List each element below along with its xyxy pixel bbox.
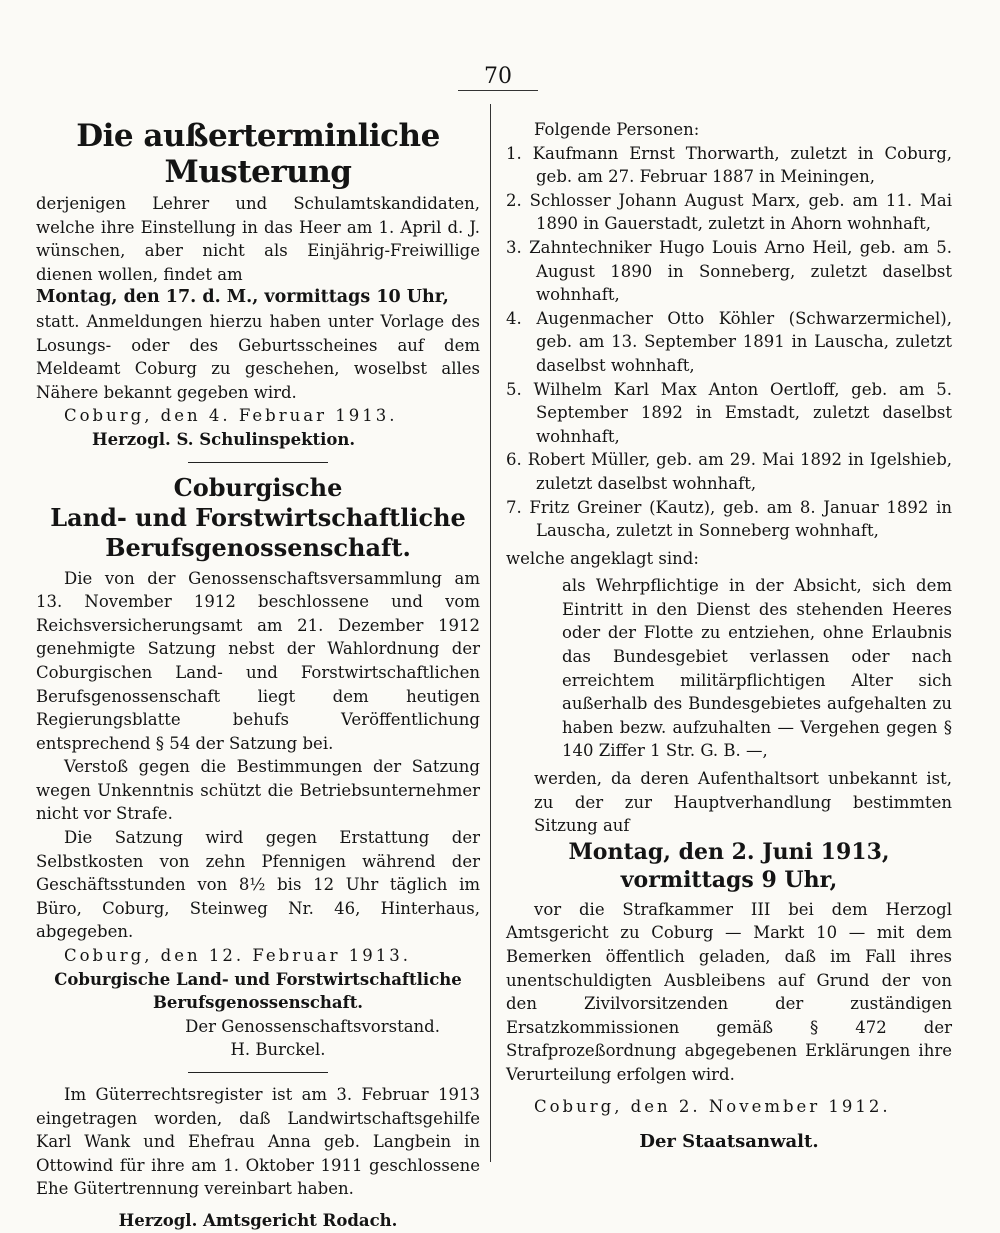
accused-line: welche angeklagt sind:: [506, 548, 699, 568]
bg-paragraph-3: Die Satzung wird gegen Erstattung der Selbstkosten von zehn Pfennigen während der Geschäftsstunden von 8½ bis 12 Uhr täglich im Büro, Coburg, Steinweg Nr. 46, Hinterhaus, abgegeben.: [36, 828, 480, 942]
section-separator-2: [188, 1072, 328, 1073]
person-7: 7. Fritz Greiner (Kautz), geb. am 8. Januar 1892 in Lauscha, zuletzt in Sonneberg wohnhaft,: [506, 497, 952, 541]
register-body: Im Güterrechtsregister ist am 3. Februar 1913 eingetragen worden, daß Landwirtschaftsgehilfe Karl Wank und Ehefrau Anna geb. Langbein in Ottowind für ihre am 1. Oktober 1911 geschlossene Ehe Gütertrennung vereinbart haben.: [36, 1085, 480, 1199]
bg-signature-4: H. Burckel.: [230, 1040, 326, 1060]
trial-date: Montag, den 2. Juni 1913,: [568, 838, 890, 865]
muster-line-3: wünschen, aber nicht als Einjährig-Freiwillige: [36, 241, 480, 261]
bg-paragraph-1: Die von der Genossenschaftsversammlung am 13. November 1912 beschlossene und vom Reichsversicherungsamt am 21. Dezember 1912 genehmigte Satzung nebst der Wahlordnung der Coburgischen Land- und Forstwirtschaftlichen Berufsgenossenschaft liegt dem heutigen Regierungsblatte behufs Veröffentlichung entsprechend § 54 der Satzung bei.: [36, 568, 480, 753]
muster-line-2: welche ihre Einstellung in das Heer am 1. April d. J.: [36, 217, 480, 237]
muster-place-date: Coburg, den 4. Februar 1913.: [64, 406, 398, 426]
left-column: [36, 118, 480, 1233]
bg-signature-1: Coburgische Land- und Forstwirtschaftliche: [54, 969, 462, 989]
person-6: 6. Robert Müller, geb. am 29. Mai 1892 in Igelshieb, zuletzt daselbst wohnhaft,: [506, 450, 952, 493]
bg-paragraph-2: Verstoß gegen die Bestimmungen der Satzung wegen Unkenntnis schützt die Betriebsunternehmer nicht vor Strafe.: [36, 757, 480, 824]
muster-title: Die außerterminliche Musterung: [76, 118, 440, 190]
werden-text: werden, da deren Aufenthaltsort unbekannt ist, zu der zur Hauptverhandlung bestimmten Sitzung auf: [534, 769, 952, 836]
column-divider: [490, 104, 491, 1162]
bg-signature-2: Berufsgenossenschaft.: [152, 993, 364, 1013]
charge-text: als Wehrpflichtige in der Absicht, sich dem Eintritt in den Dienst des stehenden Heeres oder der Flotte zu entziehen, ohne Erlaubnis das Bundesgebiet verlassen oder nach erreichtem militärpflichtigen Alter sich außerhalb des Bundesgebietes aufgehalten zu haben bezw. aufzuhalten — Vergehen gegen § 140 Ziffer 1 Str. G. B. —,: [562, 576, 952, 761]
muster-body: statt. Anmeldungen hierzu haben unter Vorlage des Losungs- oder des Geburtsscheines auf dem Meldeamt Coburg zu geschehen, woselbst alles Nähere bekannt gegeben wird.: [36, 311, 480, 402]
person-4: 4. Augenmacher Otto Köhler (Schwarzermichel), geb. am 13. September 1891 in Lauscha, zuletzt daselbst wohnhaft,: [506, 308, 952, 375]
section-separator: [188, 462, 328, 463]
person-2: 2. Schlosser Johann August Marx, geb. am 11. Mai 1890 in Gauerstadt, zuletzt in Ahorn wohnhaft,: [506, 190, 952, 234]
bg-signature-3: Der Genossenschaftsvorstand.: [185, 1016, 440, 1036]
muster-line-4: dienen wollen, findet am: [36, 264, 243, 284]
person-1: 1. Kaufmann Ernst Thorwarth, zuletzt in Coburg, geb. am 27. Februar 1887 in Meiningen,: [506, 143, 952, 187]
muster-signature: Herzogl. S. Schulinspektion.: [92, 429, 356, 449]
prosecutor-signature: Der Staatsanwalt.: [639, 1131, 819, 1153]
bg-title-3: Berufsgenossenschaft.: [105, 532, 411, 562]
bg-place-date: Coburg, den 12. Februar 1913.: [64, 946, 411, 966]
bg-title-1: Coburgische: [173, 472, 343, 502]
summons-text: vor die Strafkammer III bei dem Herzogl Amtsgericht zu Coburg — Markt 10 — mit dem Bemerken öffentlich geladen, daß im Fall ihres unentschuldigten Ausbleibens auf Grund der von den Zivilvorsitzenden der zuständigen Ersatzkommissionen gemäß § 472 der Strafprozeßordnung abgegebenen Erklärungen ihre Verurteilung erfolgen wird.: [506, 899, 952, 1084]
person-5: 5. Wilhelm Karl Max Anton Oertloff, geb. am 5. September 1892 in Emstadt, zuletzt daselbst wohnhaft,: [506, 379, 952, 446]
right-place-date: Coburg, den 2. November 1912.: [534, 1096, 891, 1116]
trial-time: vormittags 9 Uhr,: [620, 866, 838, 893]
right-column: [506, 118, 952, 1154]
bg-title-2: Land- und Forstwirtschaftliche: [50, 502, 466, 532]
page-number: 70: [484, 64, 512, 89]
muster-line-1: derjenigen Lehrer und Schulamtskandidaten,: [36, 194, 480, 213]
person-3: 3. Zahntechniker Hugo Louis Arno Heil, geb. am 5. August 1890 in Sonneberg, zuletzt daselbst wohnhaft,: [506, 237, 952, 305]
persons-intro: Folgende Personen:: [534, 120, 700, 139]
header-rule: [458, 90, 538, 91]
muster-date: Montag, den 17. d. M., vormittags 10 Uhr,: [36, 287, 449, 308]
register-signature: Herzogl. Amtsgericht Rodach.: [118, 1210, 398, 1230]
